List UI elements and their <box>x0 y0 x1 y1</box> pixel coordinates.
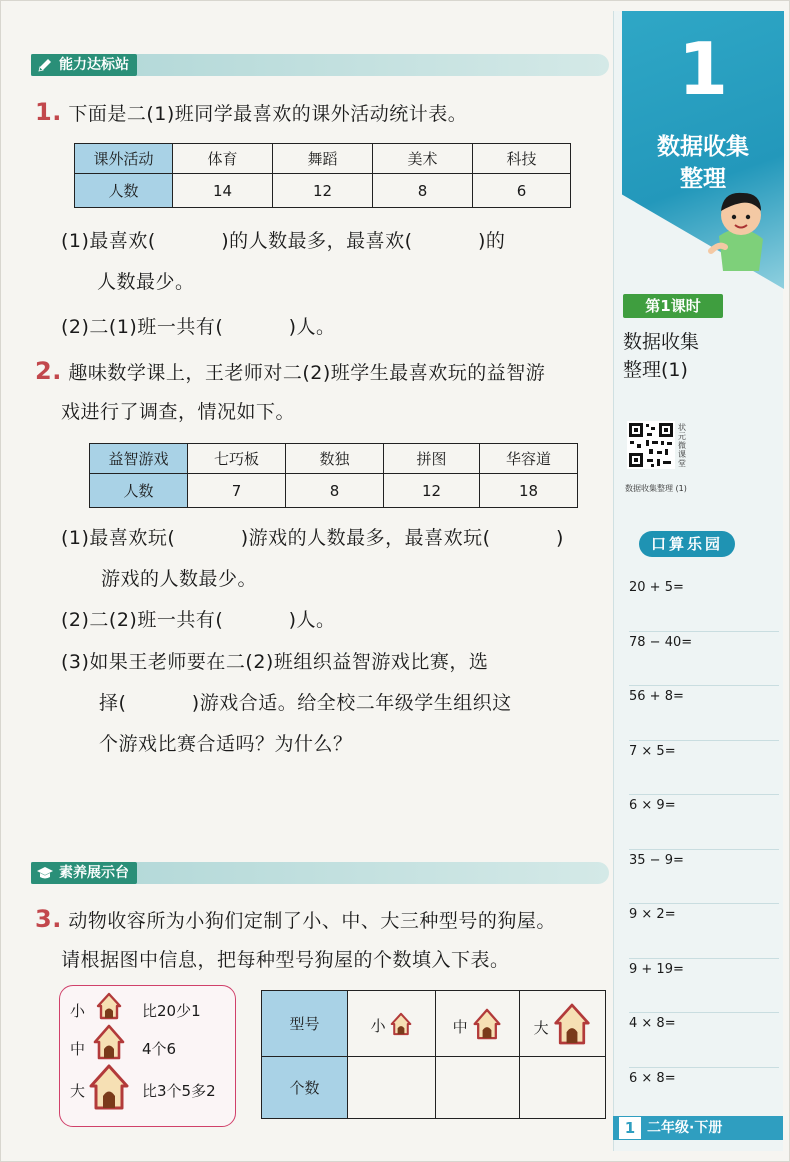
table-row <box>90 444 578 474</box>
unit-title-line2: 整理 <box>680 166 726 192</box>
q2-sub3-line1: (3)如果王老师要在二(2)班组织益智游戏比赛，选 <box>61 651 489 673</box>
list-item[interactable]: 20 + 5= <box>629 577 779 632</box>
q2-sub2[interactable]: (2)二(2)班一共有( )人。 <box>61 609 336 631</box>
qr-side-text: 状元微课堂 <box>678 423 686 468</box>
oral-calc-title: 口算乐园 <box>639 531 735 557</box>
q3-answer-cell[interactable] <box>348 1057 436 1119</box>
section-tag-literacy <box>31 862 137 884</box>
q2-sub1-line1[interactable]: (1)最喜欢玩( )游戏的人数最多，最喜欢玩( ) <box>61 527 564 549</box>
graduation-cap-icon <box>36 864 54 882</box>
list-item[interactable]: 4 × 8= <box>629 1013 779 1068</box>
q1-row-header: 课外活动 <box>75 144 173 174</box>
info-row-medium <box>70 1038 85 1059</box>
q3-stem-text: 动物收容所为小狗们定制了小、中、大三种型号的狗屋。 <box>68 910 556 932</box>
q1-col-header: 舞蹈 <box>273 144 373 174</box>
grade-label: 二年级·下册 <box>647 1120 723 1136</box>
q1-row-header: 人数 <box>75 174 173 208</box>
dog-house-info-box <box>59 985 236 1127</box>
lesson-name <box>623 328 773 384</box>
q2-value: 18 <box>480 474 578 508</box>
oral-calc-list <box>629 577 779 1122</box>
q2-row-header: 益智游戏 <box>90 444 188 474</box>
q3-col-medium <box>436 991 520 1057</box>
q3-col-label: 小 <box>370 1016 386 1035</box>
q2-sub1-line2: 游戏的人数最少。 <box>101 568 258 590</box>
q2-sub3-line3: 个游戏比赛合适吗？为什么？ <box>99 733 353 755</box>
pencil-icon <box>36 56 54 74</box>
q3-col-label: 中 <box>452 1017 468 1036</box>
q2-col-header: 数独 <box>286 444 384 474</box>
q1-sub1-line2: 人数最少。 <box>97 271 195 293</box>
q2-stem-text: 趣味数学课上，王老师对二(2)班学生最喜欢玩的益智游 <box>68 362 546 384</box>
lesson-name-line1: 数据收集 <box>623 331 700 353</box>
q3-answer-cell[interactable] <box>520 1057 606 1119</box>
q2-stem-line2: 戏进行了调查，情况如下。 <box>61 401 296 423</box>
q1-sub1-line1[interactable]: (1)最喜欢( )的人数最多，最喜欢( )的 <box>61 230 506 252</box>
q1-value: 8 <box>373 174 473 208</box>
q3-answer-table <box>261 990 606 1119</box>
q1-col-header: 美术 <box>373 144 473 174</box>
section-title-literacy: 素养展示台 <box>59 865 129 881</box>
q1-value: 6 <box>473 174 571 208</box>
q1-col-header: 科技 <box>473 144 571 174</box>
q1-number: 1. <box>35 98 62 126</box>
q1-stem <box>35 97 467 129</box>
info-desc-large: 比3个5多2 <box>142 1082 216 1100</box>
list-item[interactable]: 7 × 5= <box>629 741 779 796</box>
list-item[interactable]: 9 × 2= <box>629 904 779 959</box>
list-item[interactable]: 6 × 9= <box>629 795 779 850</box>
lesson-name-line2: 整理(1) <box>623 359 688 381</box>
list-item[interactable]: 78 − 40= <box>629 632 779 687</box>
info-size-label: 小 <box>70 1002 86 1020</box>
q2-row-header: 人数 <box>90 474 188 508</box>
q1-sub2[interactable]: (2)二(1)班一共有( )人。 <box>61 316 336 338</box>
q3-row-header: 个数 <box>262 1057 348 1119</box>
boy-mascot-icon <box>701 181 781 276</box>
q2-col-header: 拼图 <box>384 444 480 474</box>
q2-col-header: 七巧板 <box>188 444 286 474</box>
q2-value: 8 <box>286 474 384 508</box>
q3-col-label: 大 <box>533 1018 549 1037</box>
q2-value: 7 <box>188 474 286 508</box>
unit-number: 1 <box>677 27 729 111</box>
q3-number: 3. <box>35 905 62 933</box>
q2-number: 2. <box>35 357 62 385</box>
table-row <box>90 474 578 508</box>
q3-stem-line1 <box>35 904 556 936</box>
list-item[interactable]: 6 × 8= <box>629 1068 779 1123</box>
large-dog-house-icon <box>553 1003 591 1045</box>
info-size-label: 大 <box>70 1082 86 1100</box>
small-dog-house-icon <box>96 992 122 1020</box>
q2-stem-line1 <box>35 356 545 388</box>
section-title-ability: 能力达标站 <box>59 57 129 73</box>
large-dog-house-icon <box>88 1064 130 1110</box>
q2-table <box>89 443 578 508</box>
q3-answer-cell[interactable] <box>436 1057 520 1119</box>
info-desc-small: 比20少1 <box>142 1002 201 1020</box>
list-item[interactable]: 35 − 9= <box>629 850 779 905</box>
q1-value: 12 <box>273 174 373 208</box>
qr-code-icon[interactable] <box>627 421 675 469</box>
medium-dog-house-icon <box>92 1024 126 1060</box>
info-row-small <box>70 1000 85 1021</box>
q1-stem-text: 下面是二(1)班同学最喜欢的课外活动统计表。 <box>68 103 468 125</box>
qr-caption: 数据收集整理 (1) <box>625 484 687 493</box>
q3-stem-line2: 请根据图中信息，把每种型号狗屋的个数填入下表。 <box>61 949 510 971</box>
list-item[interactable]: 9 + 19= <box>629 959 779 1014</box>
medium-dog-house-icon <box>472 1008 502 1040</box>
lesson-tag: 第1课时 <box>623 294 723 318</box>
q1-table <box>74 143 571 208</box>
info-desc-medium: 4个6 <box>142 1040 177 1058</box>
info-size-label: 中 <box>70 1040 86 1058</box>
q3-col-small <box>348 991 436 1057</box>
q1-value: 14 <box>173 174 273 208</box>
section-tag-ability <box>31 54 137 76</box>
q2-value: 12 <box>384 474 480 508</box>
list-item[interactable]: 56 + 8= <box>629 686 779 741</box>
q1-col-header: 体育 <box>173 144 273 174</box>
unit-title-line1: 数据收集 <box>657 134 749 160</box>
q2-col-header: 华容道 <box>480 444 578 474</box>
q3-col-large <box>520 991 606 1057</box>
table-row <box>75 174 571 208</box>
small-dog-house-icon <box>390 1012 412 1036</box>
q2-sub3-line2[interactable]: 择( )游戏合适。给全校二年级学生组织这 <box>99 692 512 714</box>
q3-row-header: 型号 <box>262 991 348 1057</box>
table-row <box>262 991 606 1057</box>
page-number: 1 <box>619 1117 641 1139</box>
table-row <box>75 144 571 174</box>
table-row <box>262 1057 606 1119</box>
info-row-large <box>70 1080 85 1101</box>
